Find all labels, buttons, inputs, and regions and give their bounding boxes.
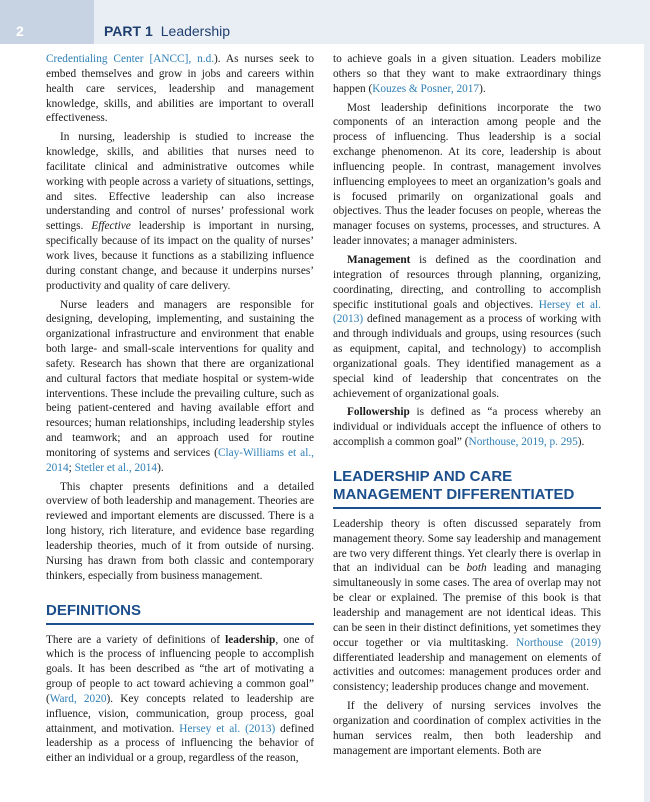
paragraph-text: defined management as a process of working with and through individuals and groups, using resources (such as equipment, capital, and technology) to accomplish organizational goals. They identified management as a special kind of leadership that concentrates on the achievement of organizational goals. [333,313,601,400]
paragraph-text: defined leadership as a process of influencing the behavior of either an individual or a group, regardless of the reason, [46,722,315,765]
citation-link[interactable]: Hersey et al. (2013) [333,298,601,326]
part-label [104,23,230,39]
paragraph-text: differentiated leadership and management on elements of activities and outcomes: management produces order and consistency; leadership produces change and movement. [333,651,601,694]
part-number: PART 1 [104,23,153,39]
paragraph-text: is defined as the coordination and integration of resources through planning, organizing, coordinating, directing, and controlling to accomplish specific institutional goals and objectives. [333,253,601,311]
paragraph [46,633,314,767]
spacer [46,625,314,633]
paragraph-text: ). As nurses seek to embed themselves and grow in jobs and careers within health care services, leadership and management knowledge, skills, and abilities are important to overall effectiveness. [46,53,314,125]
paragraph-text: ; [68,461,75,474]
paragraph-text: Nurse leaders and managers are responsible for designing, developing, implementing, and sustaining the organizational infrastructure and environment that enable both large- and small-scale interventions for quality and safety. Research has shown that there are organizational and cultural factors that mediate hospital or system-wide interventions. These include the prevailing culture, such as being patient-centered and having available effort and resources; human relationships, including leadership styles and teamwork; and an approach used for routine monitoring of systems and services ( [46,298,314,459]
paragraph-text: ). Key concepts related to leadership are influence, vision, communication, group process, goal attainment, and motivation. [46,692,314,735]
paragraph-text: ). [577,436,585,449]
paragraph [333,699,601,758]
running-header [0,0,650,44]
paragraph [333,253,601,401]
citation-link[interactable]: Kouzes & Posner, 2017 [372,82,480,95]
paragraph-text: ). [479,82,486,95]
spacer [333,509,601,517]
paragraph-text: In nursing, leadership is studied to increase the knowledge, skills, and abilities that nurses need to facilitate clinical and administrative outcomes while working with people across a variety of situations, settings, and sites. Effective leadership can also increase understanding and control of nurses’ professional work settings. [46,131,314,233]
emphasis-text: Effective [91,220,131,233]
paragraph [333,52,601,97]
bold-term: Followership [347,406,410,419]
paragraph-text: There are a variety of definitions of [46,633,226,646]
paragraph [46,52,314,126]
paragraph-text: ). [157,461,164,474]
page-number-tab [0,0,94,44]
citation-link[interactable]: Ward, 2020 [49,692,107,705]
paragraph-text: , one of which is the process of influencing people to accomplish goals. It has been described as “the art of motivating a group of people to act toward achieving a common goal” ( [46,633,315,705]
paragraph-text: Most leadership definitions incorporate the two components of an interaction among people and the process of influencing. Thus leadership is a social exchange phenomenon. At its core, leadership is about influencing people. In contrast, management involves influencing employees to meet an organization’s goals and is focused primarily on organizational goals and objectives. Thus the leader focuses on people, whereas the manager focuses on systems, processes, and structures. A leader innovates; a manager administers. [333,101,601,248]
citation-link[interactable]: Northouse, 2019, p. 295 [468,436,578,449]
paragraph [46,298,314,476]
paragraph [46,480,314,584]
bold-term: leadership [225,633,276,646]
right-column [333,52,601,758]
paragraph-text: leading and managing simultaneously in some cases. The area of overlap may not be clear or explained. The premise of this book is that leadership and management are not identical ideas. This can be seen in their distinct definitions, yet sometimes they occur together or via multitasking. [333,562,601,649]
page-number: 2 [16,23,24,39]
citation-link[interactable]: Clay-Williams et al., 2014 [46,446,314,474]
paragraph-text: is defined as “a process whereby an individual or individuals accept the influence of others to accomplish a common goal” ( [333,406,601,449]
citation-link[interactable]: Hersey et al. (2013) [179,722,276,735]
margin-rule [644,44,650,802]
left-column [46,52,314,766]
paragraph-text: If the delivery of nursing services involves the organization and coordination of complex activities in the human services realm, then both leadership and management are important elements. Both are [333,700,601,757]
citation-link[interactable]: Credentialing Center [ANCC], n.d. [46,53,215,65]
part-title: Leadership [160,23,231,39]
spacer [46,584,314,602]
paragraph [333,405,601,450]
emphasis-text: both [466,562,487,575]
section-heading: DEFINITIONS [46,601,142,619]
paragraph [333,517,601,695]
bold-term: Management [347,253,411,266]
paragraph-text: leadership is important in nursing, specifically because of its impact on the quality of nurses’ work lives, because it functions as a stabilizing influence during constant change, and because it underpins nurses’ productivity and quality of care delivery. [46,220,314,292]
paragraph-text: This chapter presents definitions and a detailed overview of both leadership and management. Theories are reviewed and important elements are discussed. There is a long history, rich literature, and evidence base regarding leadership theories, much of it from outside of nursing. Nursing has drawn from both classic and contemporary thinkers, especially from business management. [46,480,314,582]
paragraph-text: to achieve goals in a given situation. Leaders mobilize others so that they want to make extraordinary things happen ( [333,53,601,95]
citation-link[interactable]: Northouse (2019) [516,636,601,649]
citation-link[interactable]: Stetler et al., 2014 [74,461,158,474]
paragraph [46,130,314,293]
spacer [333,450,601,468]
paragraph-text: Leadership theory is often discussed separately from management theory. Some say leadership and management are two very different things. Yet clearly there is overlap in that an individual can be [333,517,601,575]
section-heading: LEADERSHIP AND CARE MANAGEMENT DIFFERENTIATED [333,467,575,503]
paragraph [333,101,601,249]
